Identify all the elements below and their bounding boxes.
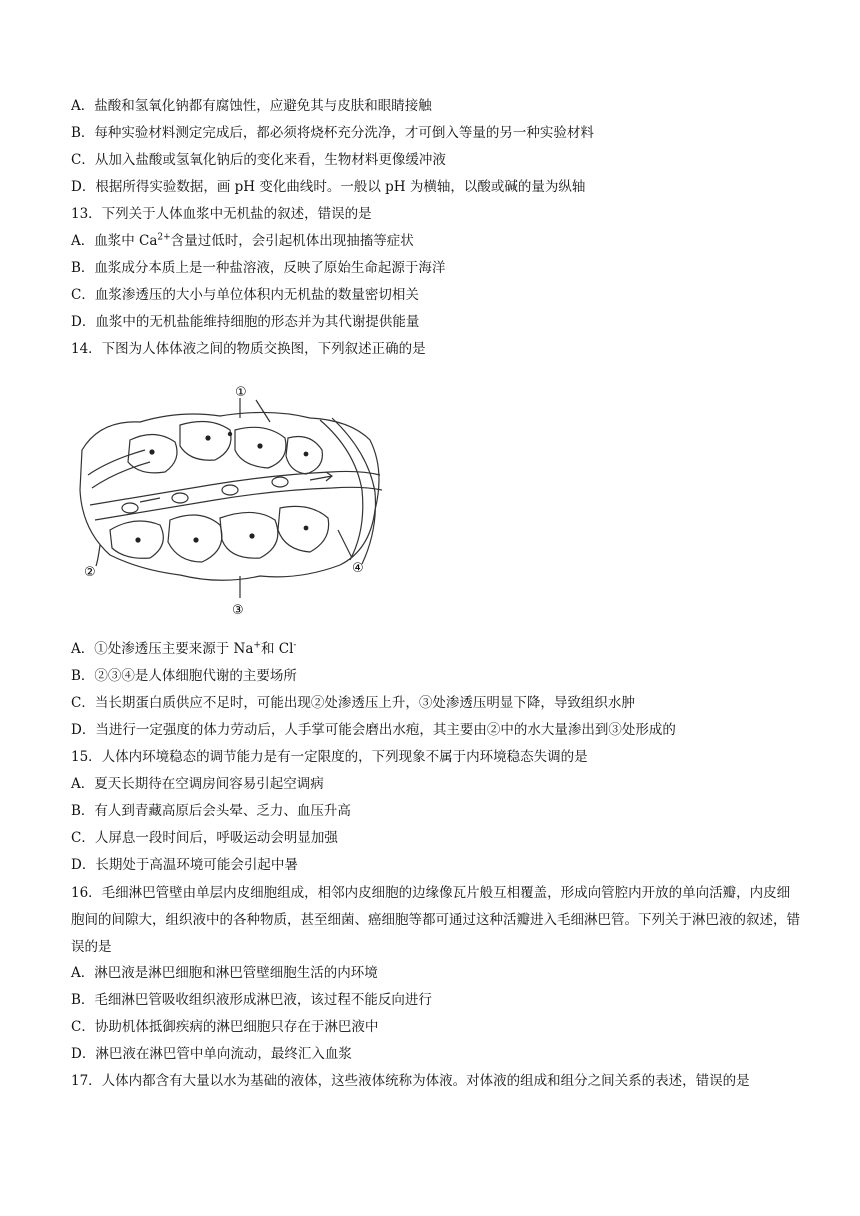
q13-option-a: A．血浆中 $Ca^{2+}$含量过低时，会引起机体出现抽搐等症状	[71, 232, 414, 249]
q16-stem: 16．毛细淋巴管壁由单层内皮细胞组成，相邻内皮细胞的边缘像瓦片般互相覆盖，形成向管腔内开放的单向活瓣，内皮细胞间的间隙大，组织液中的各种物质，甚至细菌、癌细胞等都可通过这种活瓣进入毛细淋巴管。下列关于淋巴液的叙述，错误的是	[71, 885, 800, 955]
q12-option-a: A．盐酸和氢氧化钠都有腐蚀性，应避免其与皮肤和眼睛接触	[71, 98, 432, 114]
figure-label-1: ①	[235, 385, 247, 400]
q12-option-c: C．从加入盐酸或氢氧化钠后的变化来看，生物材料更像缓冲液	[71, 152, 446, 168]
q12-option-b: B．每种实验材料测定完成后，都必须将烧杯充分洗净，才可倒入等量的另一种实验材料	[71, 125, 594, 141]
q13-option-b: B．血浆成分本质上是一种盐溶液，反映了原始生命起源于海洋	[71, 260, 446, 276]
q12-option-d: D．根据所得实验数据，画 pH 变化曲线时。一般以 pH 为横轴，以酸或碱的量为纵轴	[71, 179, 586, 195]
q15-option-c: C．人屏息一段时间后，呼吸运动会明显加强	[71, 830, 338, 846]
body-fluid-exchange-figure	[70, 380, 390, 620]
figure-label-3: ③	[232, 603, 244, 618]
q15-option-b: B．有人到青藏高原后会头晕、乏力、血压升高	[71, 803, 351, 819]
q15-option-a: A．夏天长期待在空调房间容易引起空调病	[71, 776, 324, 792]
q16-option-a: A．淋巴液是淋巴细胞和淋巴管壁细胞生活的内环境	[71, 965, 378, 981]
q14-option-d: D．当进行一定强度的体力劳动后，人手掌可能会磨出水疱，其主要由②中的水大量渗出到③处形成的	[71, 722, 676, 738]
q16-option-c: C．协助机体抵御疾病的淋巴细胞只存在于淋巴液中	[71, 1019, 379, 1035]
figure-label-2: ②	[84, 565, 96, 580]
q13-option-d: D．血浆中的无机盐能维持细胞的形态并为其代谢提供能量	[71, 314, 420, 330]
q14-stem: 14．下图为人体体液之间的物质交换图，下列叙述正确的是	[71, 341, 426, 357]
q15-option-d: D．长期处于高温环境可能会引起中暑	[71, 857, 298, 873]
q14-option-b: B．②③④是人体细胞代谢的主要场所	[71, 668, 297, 684]
q13-option-c: C．血浆渗透压的大小与单位体积内无机盐的数量密切相关	[71, 287, 419, 303]
q13-stem: 13．下列关于人体血浆中无机盐的叙述，错误的是	[71, 206, 372, 222]
figure-label-4: ④	[352, 561, 364, 576]
q14-option-c: C．当长期蛋白质供应不足时，可能出现②处渗透压上升，③处渗透压明显下降，导致组织水肿	[71, 695, 635, 711]
q16-option-d: D．淋巴液在淋巴管中单向流动，最终汇入血浆	[71, 1046, 352, 1062]
q16-option-b: B．毛细淋巴管吸收组织液形成淋巴液，该过程不能反向进行	[71, 992, 432, 1008]
q17-stem: 17．人体内都含有大量以水为基础的液体，这些液体统称为体液。对体液的组成和组分之间关系的表述，错误的是	[71, 1073, 750, 1089]
q15-stem: 15．人体内环境稳态的调节能力是有一定限度的，下列现象不属于内环境稳态失调的是	[71, 749, 588, 765]
q14-option-a: A．①处渗透压主要来源于 Na+和 Cl-	[71, 640, 297, 657]
